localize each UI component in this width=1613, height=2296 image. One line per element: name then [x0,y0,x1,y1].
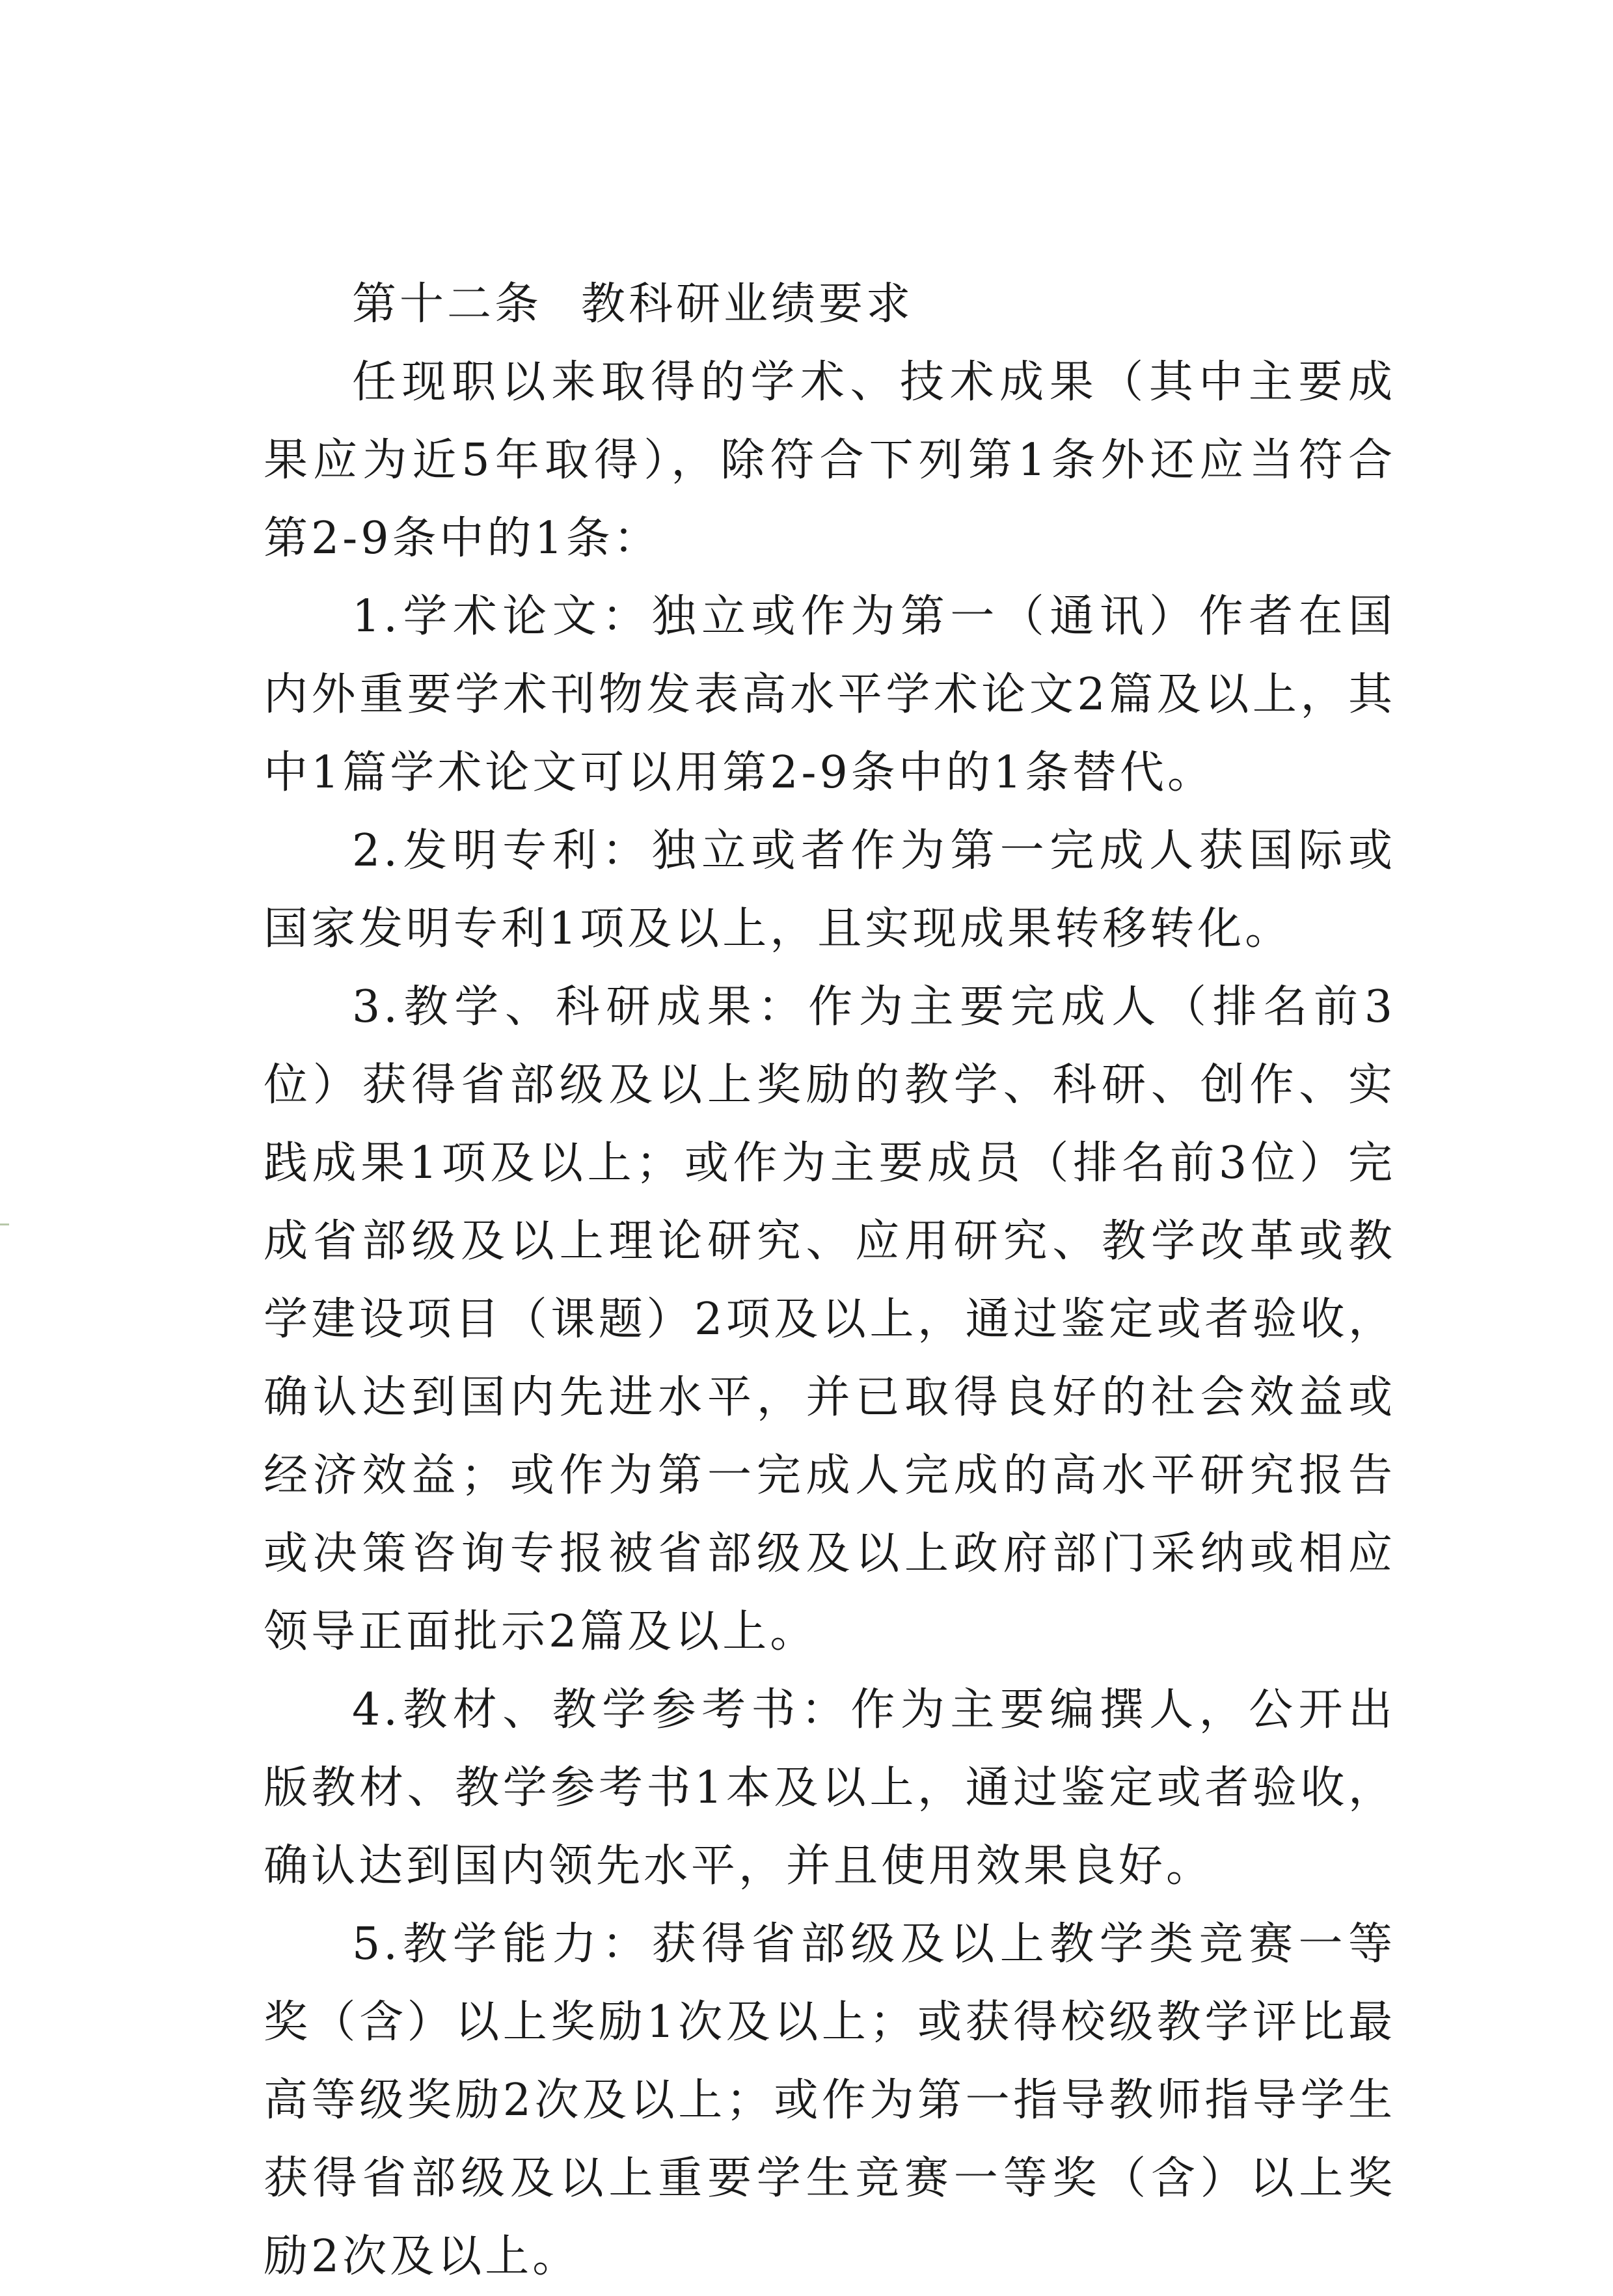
intro-paragraph: 任现职以来取得的学术、技术成果（其中主要成果应为近5年取得），除符合下列第1条外还应当符合第2-9条中的1条： [264,357,1396,564]
article-heading [264,266,1396,344]
item-academic-papers: 1.学术论文：独立或作为第一（通讯）作者在国内外重要学术刊物发表高水平学术论文2篇及以上，其中1篇学术论文可以用第2-9条中的1条替代。 [264,591,1396,799]
item-textbooks: 4.教材、教学参考书：作为主要编撰人，公开出版教材、教学参考书1本及以上，通过鉴定或者验收，确认达到国内领先水平，并且使用效果良好。 [264,1684,1396,1892]
article-title: 教科研业绩要求 [581,279,914,330]
article-number: 第十二条 [352,279,543,330]
document-body [264,266,1396,2296]
item-invention-patents: 2.发明专利：独立或者作为第一完成人获国际或国家发明专利1项及以上，且实现成果转移转化。 [264,825,1396,955]
item-teaching-ability: 5.教学能力：获得省部级及以上教学类竞赛一等奖（含）以上奖励1次及以上；或获得校级教学评比最高等级奖励2次及以上；或作为第一指导教师指导学生获得省部级及以上重要学生竞赛一等奖（含）以上奖励2次及以上。 [264,1919,1396,2282]
scan-margin-mark [0,1223,9,1225]
item-teaching-research-achievements: 3.教学、科研成果：作为主要完成人（排名前3位）获得省部级及以上奖励的教学、科研、创作、实践成果1项及以上；或作为主要成员（排名前3位）完成省部级及以上理论研究、应用研究、教学改革或教学建设项目（课题）2项及以上，通过鉴定或者验收，确认达到国内先进水平，并已取得良好的社会效益或经济效益；或作为第一完成人完成的高水平研究报告或决策咨询专报被省部级及以上政府部门采纳或相应领导正面批示2篇及以上。 [264,981,1396,1658]
